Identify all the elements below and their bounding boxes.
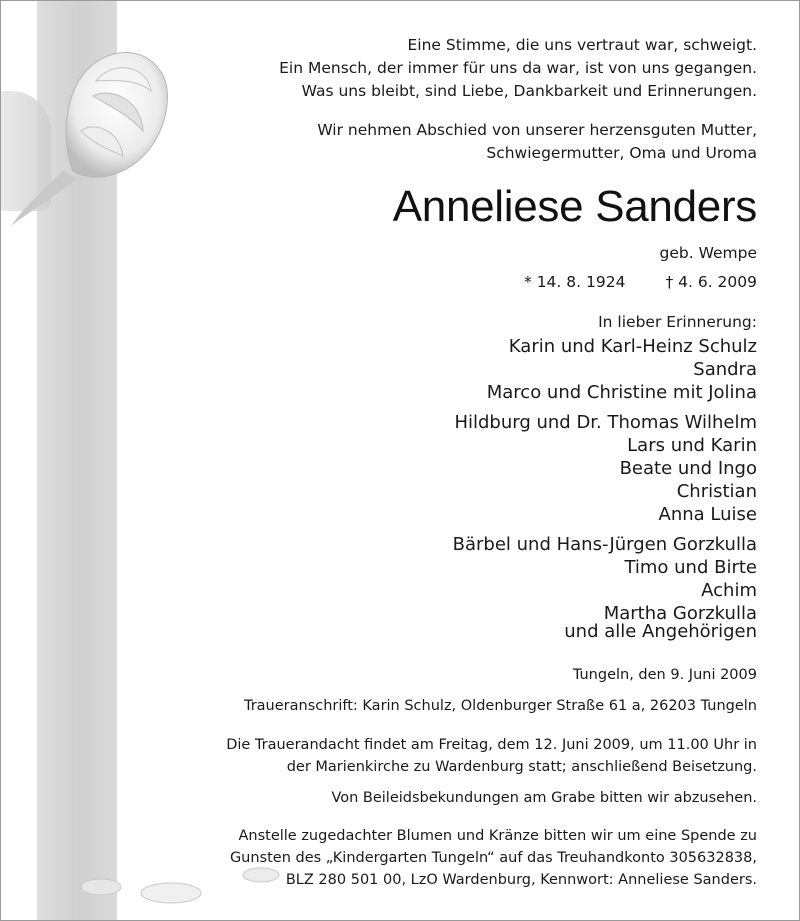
verse: [279, 34, 757, 103]
donation-line: Anstelle zugedachter Blumen und Kränze bitten wir um eine Spende zu: [238, 828, 757, 844]
family-member: Beate und Ingo: [619, 458, 757, 479]
maiden-name: geb. Wempe: [659, 244, 757, 262]
family-member: Lars und Karin: [627, 435, 757, 456]
farewell-line: Schwiegermutter, Oma und Uroma: [486, 144, 757, 162]
farewell-text: [317, 119, 757, 165]
family-member: Timo und Birte: [624, 557, 757, 578]
family-member: Marco und Christine mit Jolina: [486, 382, 757, 403]
relatives-line: und alle Angehörigen: [564, 621, 757, 642]
life-dates: [524, 273, 757, 292]
deceased-name: Anneliese Sanders: [392, 182, 757, 231]
death-date: † 4. 6. 2009: [665, 273, 757, 291]
mourning-address: Traueranschrift: Karin Schulz, Oldenburger Straße 61 a, 26203 Tungeln: [243, 698, 757, 714]
family-group: [453, 533, 757, 625]
place-date: Tungeln, den 9. Juni 2009: [572, 667, 757, 683]
donation-line: Gunsten des „Kindergarten Tungeln“ auf das Treuhandkonto 305632838,: [229, 850, 757, 866]
rose-image: [1, 21, 221, 231]
birth-date: * 14. 8. 1924: [524, 273, 626, 291]
service-info: [226, 734, 757, 778]
memory-label: In lieber Erinnerung:: [598, 313, 757, 331]
family-list: [453, 335, 757, 632]
family-member: Christian: [676, 481, 757, 502]
donation-line: BLZ 280 501 00, LzO Wardenburg, Kennwort: Anneliese Sanders.: [285, 872, 757, 888]
family-member: Martha Gorzkulla: [603, 603, 757, 624]
family-member: Anna Luise: [658, 504, 757, 525]
verse-line: Ein Mensch, der immer für uns da war, ist von uns gegangen.: [279, 59, 757, 77]
donation-info: [230, 825, 757, 891]
family-member: Achim: [701, 580, 757, 601]
farewell-line: Wir nehmen Abschied von unserer herzensguten Mutter,: [317, 121, 757, 139]
family-member: Karin und Karl-Heinz Schulz: [508, 336, 757, 357]
family-member: Bärbel und Hans-Jürgen Gorzkulla: [452, 534, 757, 555]
family-member: Sandra: [693, 359, 757, 380]
family-member: Hildburg und Dr. Thomas Wilhelm: [454, 412, 757, 433]
verse-line: Was uns bleibt, sind Liebe, Dankbarkeit und Erinnerungen.: [301, 82, 757, 100]
family-group: [453, 411, 757, 526]
condolence-note: Von Beileidsbekundungen am Grabe bitten wir abzusehen.: [331, 790, 757, 806]
service-line: Die Trauerandacht findet am Freitag, dem 12. Juni 2009, um 11.00 Uhr in: [226, 737, 757, 753]
service-line: der Marienkirche zu Wardenburg statt; anschließend Beisetzung.: [286, 759, 757, 775]
family-group: [453, 335, 757, 404]
verse-line: Eine Stimme, die uns vertraut war, schweigt.: [407, 36, 757, 54]
